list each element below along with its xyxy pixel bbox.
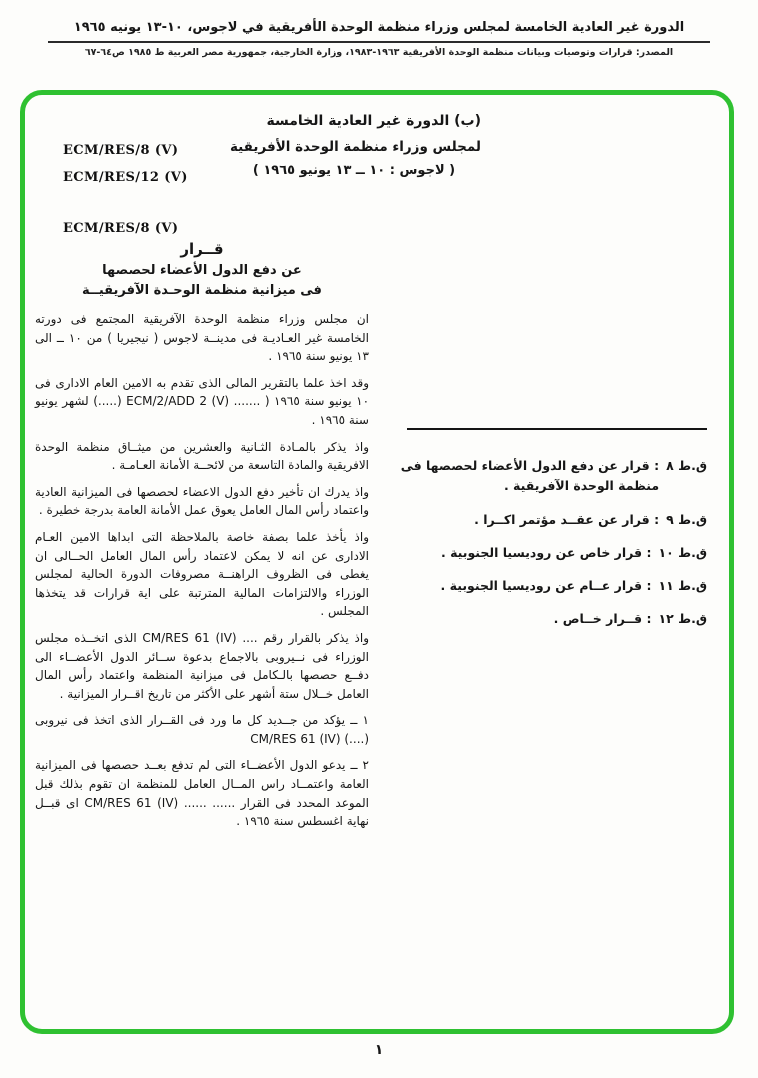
index-item-text: : قرار خاص عن روديسيا الجنوبية . xyxy=(440,544,652,560)
index-divider xyxy=(407,428,707,430)
session-heading-line3: ( لاجوس : ١٠ ــ ١٣ يونيو ١٩٦٥ ) xyxy=(252,163,456,178)
index-item-text: : قرار عــام عن روديسيا الجنوبية . xyxy=(440,578,652,593)
resolutions-index xyxy=(385,428,707,643)
session-heading-line2: لمجلس وزراء منظمة الوحدة الأفريقية xyxy=(229,139,481,155)
index-item-number: ق.ط ١٢ xyxy=(658,611,707,627)
ref-code-2: ECM/RES/12 (V) xyxy=(63,170,188,185)
index-item-text: : قــرار خــاص . xyxy=(553,611,652,627)
ref-code-1: ECM/RES/8 (V) xyxy=(63,143,179,158)
paragraph: وقد اخذ علما بالتقرير المالى الذى تقدم به الامين العام الادارى فى ١٠ يونيو سنة ١٩٦٥ ( ....... ECM/2/ADD 2 (V) (.....) لشهر يونيو سنة ١٩٦٥ . xyxy=(35,375,370,427)
index-item-text: : قرار عن عقــد مؤتمر اكــرا . xyxy=(474,511,660,527)
resolution-title: قــرار xyxy=(180,240,224,258)
resolution-body xyxy=(35,240,369,831)
session-heading xyxy=(213,113,481,178)
header-divider xyxy=(48,41,710,43)
page-number: ١ xyxy=(374,1042,384,1058)
index-item-number: ق.ط ١١ xyxy=(658,578,707,593)
numbered-item-2: ٢ ــ يدعو الدول الأعضــاء التى لم تدفع بعــد حصصها فى الميزانية العامة واعتمــاد راس المــال العامل للمنظمة ان تقوم بذلك قبل الموعد المحدد فى القرار ...... ...... CM/RES 61 (IV) اى قبــل نهاية اغسطس سنة ١٩٦٥ . xyxy=(35,758,369,829)
resolution-subtitle-1: عن دفع الدول الأعضاء لحصصها xyxy=(102,263,302,278)
paragraph: واذ يذكر بالمـادة الثـانية والعشرين من ميثــاق منظمة الوحدة الافريقية والمادة التاسعة من لائحــة الأمانة العـامـة . xyxy=(35,439,369,473)
paragraph: واذ يذكر بالقرار رقم .... CM/RES 61 (IV) الذى اتخــذه مجلس الوزراء فى نــيروبى بالاجماع بدعوة ســائر الدول الأعضــاء الى دفــع حصصها بالـكامل فى ميزانية المنظمة واعتماد رأس المال العامل خــلال ستة أشهر على الأكثر من تاريخ اقــرار الميزانية . xyxy=(35,630,370,701)
index-item xyxy=(385,456,707,497)
paragraph: واذ يدرك ان تأخير دفع الدول الاعضاء لحصصها فى الميزانية العادية واعتماد رأس المال العامل يعوق عمل الأمانة العامة بدرجة خطيرة . xyxy=(35,484,369,518)
paragraph: ان مجلس وزراء منظمة الوحدة الآفريقية المجتمع فى دورته الخامسة غير العـاديـة فى مدينــة لاجوس ( نيجيريا ) من ١٠ ــ الى ١٣ يونيو سنة ١٩٦٥ . xyxy=(35,312,370,364)
index-item xyxy=(385,543,707,563)
source-header xyxy=(30,20,728,58)
header-source-line: المصدر: قرارات وتوصيات وبيانات منظمة الوحدة الأفريقية ١٩٦٣-١٩٨٣، وزارة الخارجية، جمهورية مصر العربية ط ١٩٨٥ ص٦٤-٦٧ xyxy=(84,47,674,58)
reference-codes xyxy=(63,143,188,185)
index-item xyxy=(385,510,707,530)
index-item xyxy=(385,609,707,629)
header-title: الدورة غير العادية الخامسة لمجلس وزراء منظمة الوحدة الأفريقية في لاجوس، ١٠-١٣ يونيه ١٩٦٥ xyxy=(73,20,685,35)
paragraph: واذ يأخذ علما بصفة خاصة بالملاحظة التى ابداها الامين العـام الادارى عن انه لا يمكن لاعتماد رأس المال العامل الحــالى ان يغطى فى الظروف الراهنــة مصروفات الدورة الحالية لمجلس الوزراء والالتزامات المالية المترتبة على اية قرارات قد يتخذها المجلس . xyxy=(35,529,369,619)
numbered-item-1: ١ ــ يؤكد من جــديد كل ما ورد فى القــرار الذى اتخذ فى نيروبى (....) CM/RES 61 (IV) xyxy=(35,713,369,746)
index-item-number: ق.ط ٨ xyxy=(666,458,707,473)
index-item xyxy=(385,576,707,596)
resolution-subtitle-2: فى ميزانية منظمة الوحـدة الآفريقيــة xyxy=(82,283,322,298)
index-item-number: ق.ط ١٠ xyxy=(658,544,707,560)
resolution-code: ECM/RES/8 (V) xyxy=(63,221,179,236)
document-frame xyxy=(20,90,734,1034)
index-item-number: ق.ط ٩ xyxy=(666,511,707,527)
index-item-text: : قرار عن دفع الدول الأعضاء لحصصها فى منظمة الوحدة الآفريقية . xyxy=(400,458,660,494)
session-heading-line1: (ب) الدورة غير العادية الخامسة xyxy=(266,113,481,129)
